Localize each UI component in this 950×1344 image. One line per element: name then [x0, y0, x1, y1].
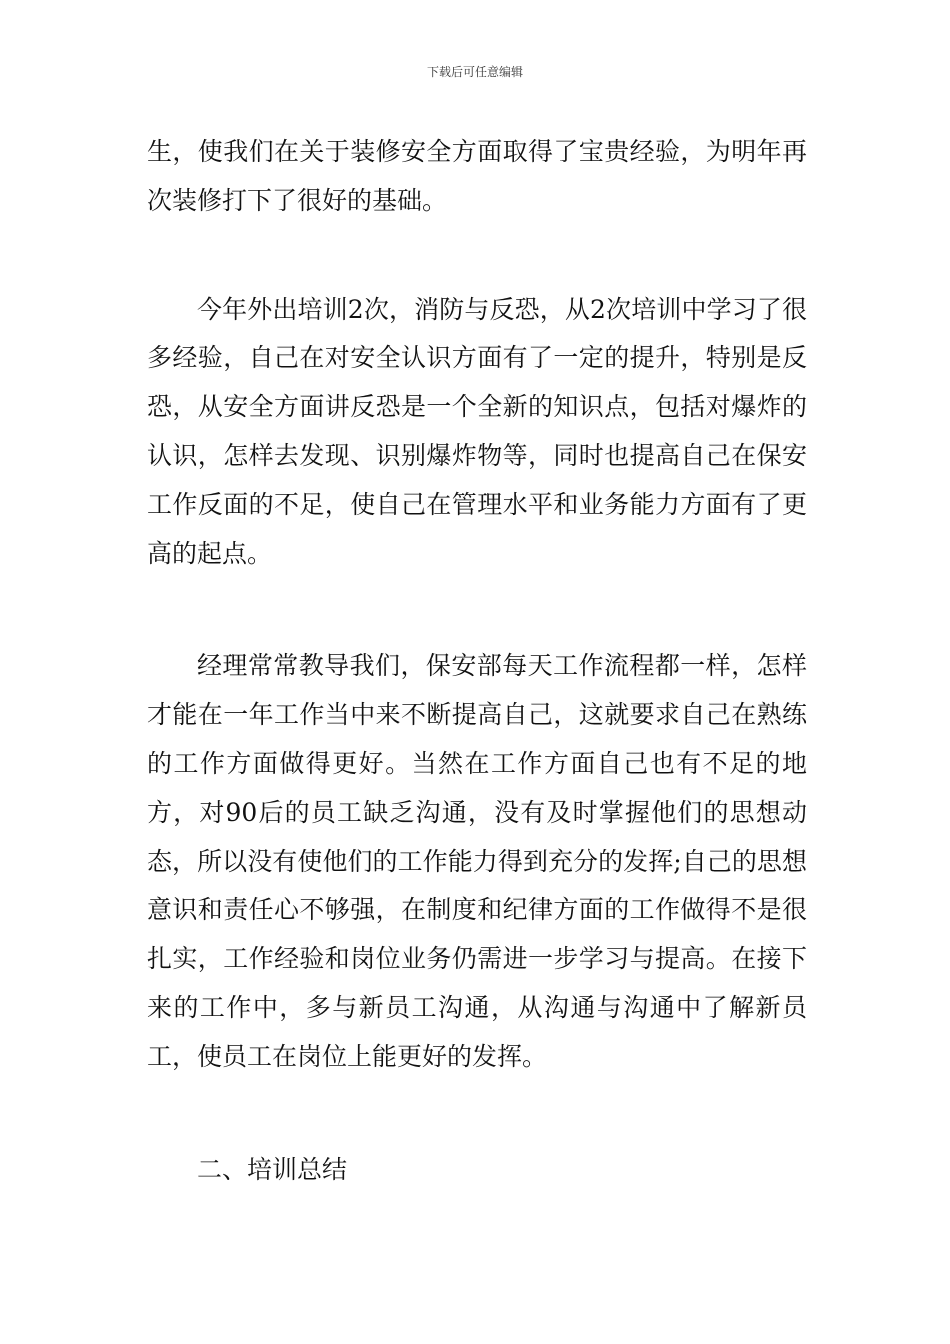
- page-header: 下载后可任意编辑: [426, 65, 523, 79]
- paragraph-manager-guidance: 经理常常教导我们，保安部每天工作流程都一样，怎样才能在一年工作当中来不断提高自己，这就要求自己在熟练的工作方面做得更好。当然在工作方面自己也有不足的地方，对90后的员工缺乏沟通，没有及时掌握他们的思想动态，所以没有使他们的工作能力得到充分的发挥;自己的思想意识和责任心不够强，在制度和纪律方面的工作做得不是很扎实，工作经验和岗位业务仍需进一步学习与提高。在接下来的工作中，多与新员工沟通，从沟通与沟通中了解新员工，使员工在岗位上能更好的发挥。: [147, 651, 807, 1071]
- paragraph-continuation: 生，使我们在关于装修安全方面取得了宝贵经验，为明年再次装修打下了很好的基础。: [147, 137, 807, 215]
- document-body: [147, 128, 807, 1194]
- paragraph-training: 今年外出培训2次，消防与反恐，从2次培训中学习了很多经验，自己在对安全认识方面有了一定的提升，特别是反恐，从安全方面讲反恐是一个全新的知识点，包括对爆炸的认识，怎样去发现、识别爆炸物等，同时也提高自己在保安工作反面的不足，使自己在管理水平和业务能力方面有了更高的起点。: [147, 294, 807, 568]
- section-heading-training-summary: 二、培训总结: [197, 1154, 348, 1184]
